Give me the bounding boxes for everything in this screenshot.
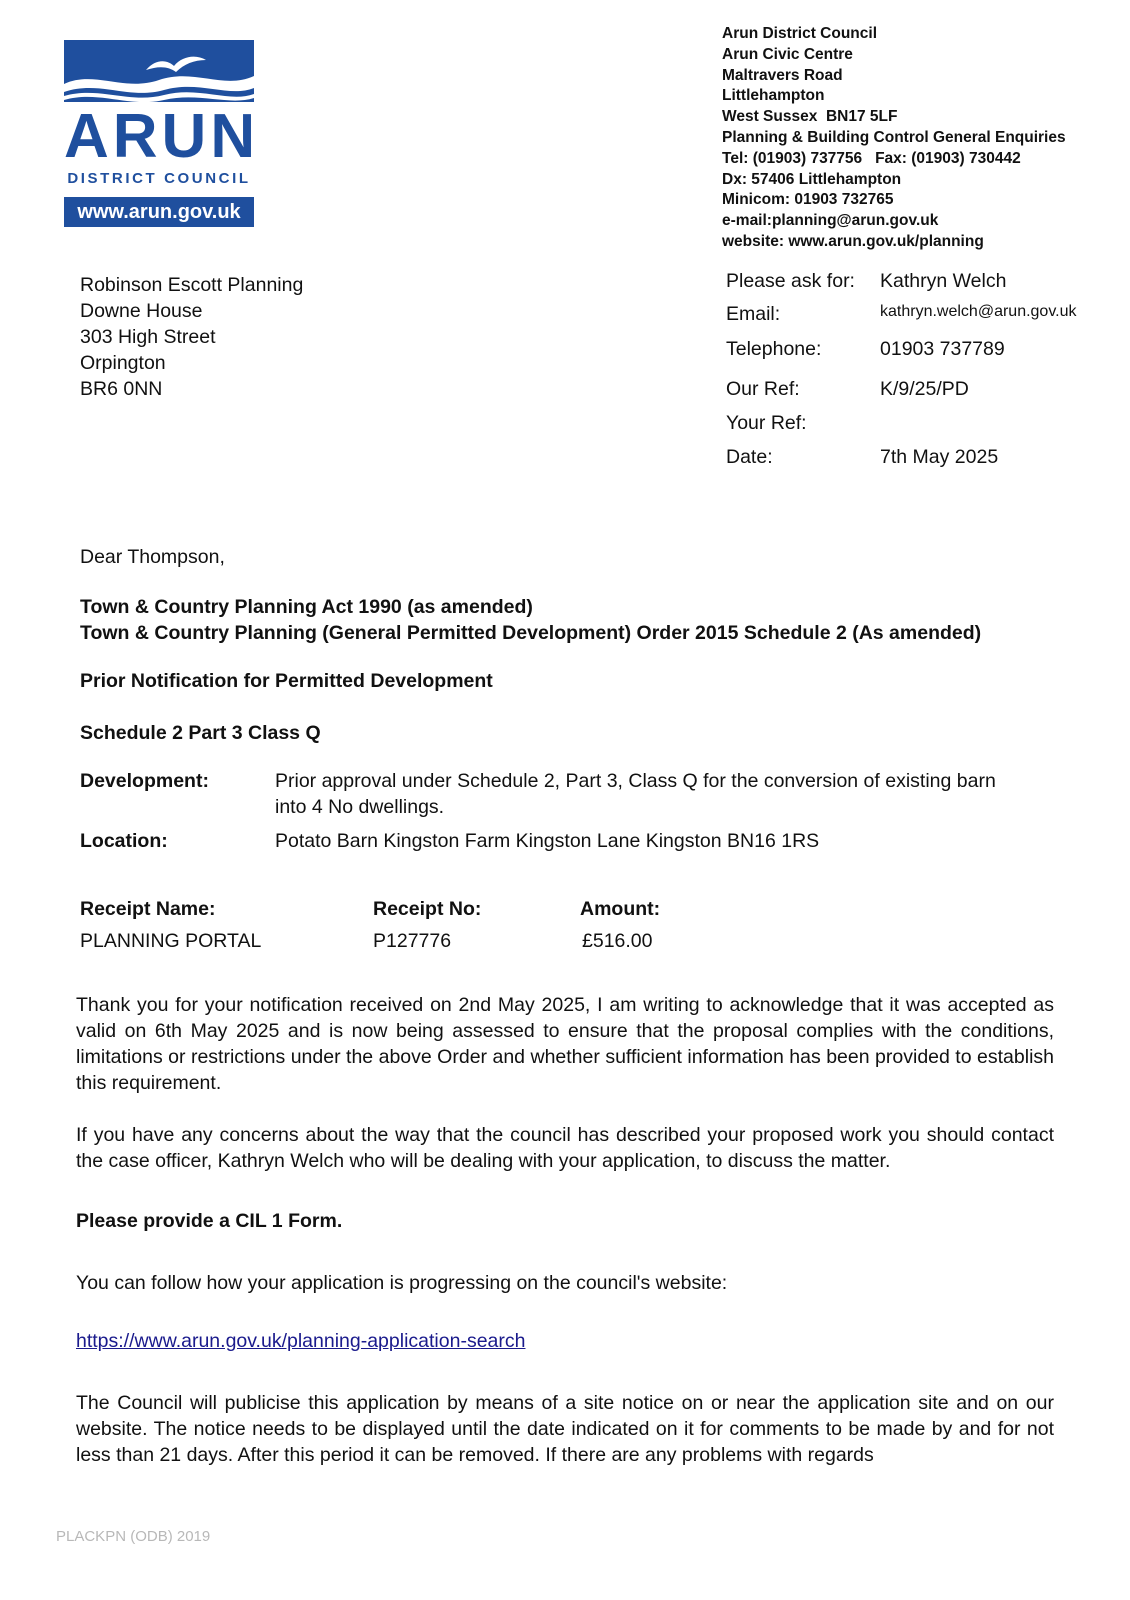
follow-progress-text: You can follow how your application is progressing on the council's website: (76, 1272, 728, 1294)
date-value: 7th May 2025 (880, 446, 999, 468)
concerns-paragraph: If you have any concerns about the way that the council has described your proposed work you should contact the case officer, Kathryn Welch who will be dealing with your application, to discuss the matter. (76, 1124, 1054, 1172)
development-label: Development: (80, 770, 209, 792)
council-address-line: Littlehampton (722, 87, 825, 105)
council-address-line: e-mail:planning@arun.gov.uk (722, 212, 939, 230)
heading-prior-notification: Prior Notification for Permitted Development (80, 670, 493, 692)
heading-act: Town & Country Planning Act 1990 (as amended) (80, 596, 533, 618)
logo-subtitle: DISTRICT COUNCIL (67, 170, 251, 187)
salutation: Dear Thompson, (80, 546, 225, 568)
council-address-line: Arun Civic Centre (722, 45, 853, 63)
location-label: Location: (80, 830, 168, 852)
amount-value: £516.00 (582, 930, 653, 952)
telephone-label: Telephone: (726, 338, 822, 360)
heading-schedule: Schedule 2 Part 3 Class Q (80, 722, 321, 744)
email-label: Email: (726, 303, 781, 325)
receipt-name-value: PLANNING PORTAL (80, 930, 262, 952)
planning-search-link[interactable]: https://www.arun.gov.uk/planning-application-search (76, 1330, 526, 1352)
receipt-name-label: Receipt Name: (80, 898, 216, 920)
heading-order: Town & Country Planning (General Permitted Development) Order 2015 Schedule 2 (As amended) (80, 622, 982, 644)
ask-for-label: Please ask for: (726, 270, 855, 292)
recipient-address (80, 272, 303, 402)
council-address-line: West Sussex BN17 5LF (722, 108, 898, 126)
recipient-line: Robinson Escott Planning (80, 274, 304, 296)
development-line-1: Prior approval under Schedule 2, Part 3, Class Q for the conversion of existing barn (275, 770, 996, 792)
council-address-line: Minicom: 01903 732765 (722, 191, 894, 209)
recipient-line: Downe House (80, 300, 203, 322)
location-value: Potato Barn Kingston Farm Kingston Lane Kingston BN16 1RS (275, 830, 820, 852)
seagull-waves-icon (64, 40, 254, 102)
your-ref-label: Your Ref: (726, 412, 807, 434)
footer-code: PLACKPN (ODB) 2019 (56, 1528, 211, 1545)
recipient-line: Orpington (80, 352, 166, 374)
cil-request: Please provide a CIL 1 Form. (76, 1210, 343, 1232)
receipt-no-value: P127776 (373, 930, 452, 952)
development-line-2: into 4 No dwellings. (275, 796, 445, 818)
our-ref-value: K/9/25/PD (880, 378, 969, 400)
telephone-value: 01903 737789 (880, 338, 1005, 360)
council-address (722, 24, 1066, 253)
publicity-paragraph: The Council will publicise this application by means of a site notice on or near the application site and on our website. The notice needs to be displayed until the date indicated on it for comments to be made by and for not less than 21 days. After this period it can be removed. If there are any problems with regards (76, 1392, 1054, 1466)
ask-for-value: Kathryn Welch (880, 270, 1007, 292)
date-label: Date: (726, 446, 773, 468)
council-address-line: Dx: 57406 Littlehampton (722, 170, 902, 188)
recipient-line: BR6 0NN (80, 378, 163, 400)
amount-label: Amount: (580, 898, 661, 920)
email-value[interactable]: kathryn.welch@arun.gov.uk (880, 303, 1077, 320)
receipt-no-label: Receipt No: (373, 898, 482, 920)
recipient-line: 303 High Street (80, 326, 216, 348)
council-address-line: Maltravers Road (722, 66, 843, 84)
council-address-line: Tel: (01903) 737756 Fax: (01903) 730442 (722, 149, 1021, 167)
council-address-line: Planning & Building Control General Enquiries (722, 128, 1066, 146)
council-logo (64, 40, 260, 227)
council-address-line: Arun District Council (722, 25, 878, 42)
council-address-line: website: www.arun.gov.uk/planning (722, 232, 984, 250)
logo-url: www.arun.gov.uk (64, 197, 254, 227)
acknowledgement-paragraph: Thank you for your notification received on 2nd May 2025, I am writing to acknowledge that it was accepted as valid on 6th May 2025 and is now being assessed to ensure that the proposal complies with the conditions, limitations or restrictions under the above Order and whether sufficient information has been provided to establish this requirement. (76, 994, 1054, 1094)
logo-wordmark: ARUN (64, 102, 260, 171)
our-ref-label: Our Ref: (726, 378, 800, 400)
